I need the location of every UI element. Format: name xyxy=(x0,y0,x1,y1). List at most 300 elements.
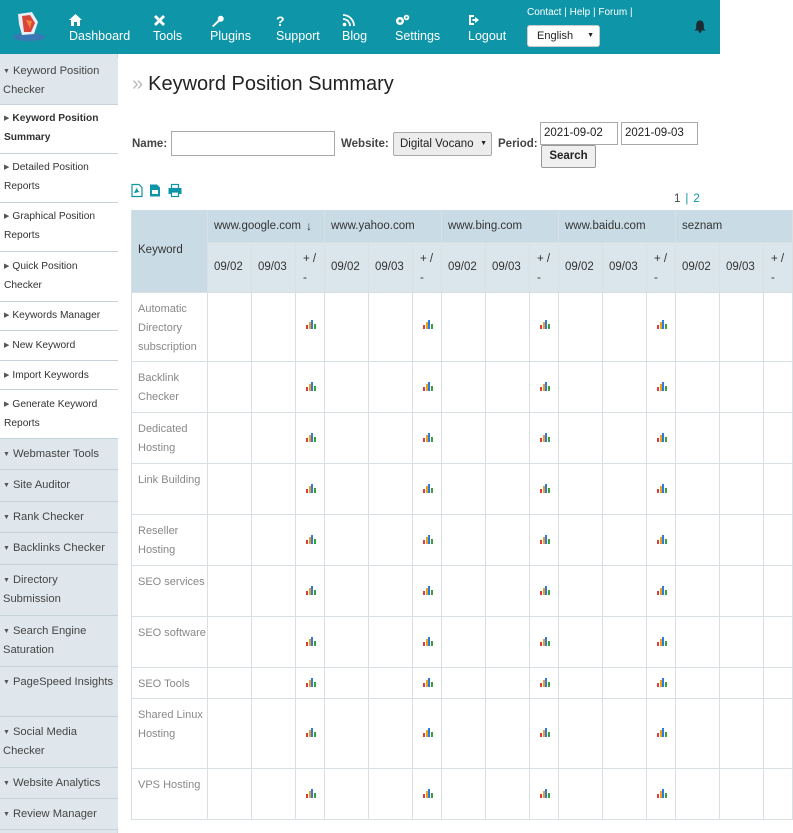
bar-chart-icon[interactable] xyxy=(423,484,433,493)
csv-icon[interactable] xyxy=(149,184,161,197)
position-cell xyxy=(603,413,647,464)
position-cell xyxy=(442,699,486,769)
position-cell xyxy=(603,699,647,769)
change-cell xyxy=(764,566,793,617)
position-cell xyxy=(486,515,530,566)
bar-chart-icon[interactable] xyxy=(540,678,550,687)
position-cell xyxy=(369,413,413,464)
change-header-label: + / - xyxy=(420,253,434,284)
change-cell xyxy=(764,293,793,362)
bar-chart-icon[interactable] xyxy=(306,320,316,329)
position-cell xyxy=(252,617,296,668)
nav-settings[interactable] xyxy=(395,14,440,43)
sidebar-item-pagespeed-insights[interactable] xyxy=(0,667,118,717)
position-cell xyxy=(369,362,413,413)
position-cell xyxy=(486,617,530,668)
position-cell xyxy=(676,515,720,566)
change-column-header[interactable] xyxy=(764,243,793,293)
sidebar-item-label: Search Engine Saturation xyxy=(3,625,87,656)
bar-chart-icon[interactable] xyxy=(423,637,433,646)
position-cell xyxy=(325,617,369,668)
engine-header[interactable] xyxy=(676,210,793,243)
sidebar-item-label: Detailed Position Reports xyxy=(4,162,89,192)
date-column-header[interactable] xyxy=(559,243,603,293)
bar-chart-icon[interactable] xyxy=(423,586,433,595)
date-column-header[interactable] xyxy=(676,243,720,293)
bar-chart-icon[interactable] xyxy=(540,586,550,595)
keyword-text: Automatic Directory subscription xyxy=(138,303,197,353)
keyword-cell xyxy=(131,699,208,769)
sidebar-item-review-manager[interactable] xyxy=(0,799,118,830)
date-header-label: 09/02 xyxy=(682,261,711,273)
logo-icon[interactable] xyxy=(10,8,48,44)
forum-link[interactable]: Forum xyxy=(598,7,628,18)
position-cell xyxy=(325,566,369,617)
sidebar-item-import-keywords[interactable] xyxy=(0,361,118,390)
top-navbar xyxy=(0,0,720,54)
position-cell xyxy=(325,769,369,820)
keyword-cell xyxy=(131,769,208,820)
double-chevron-icon: » xyxy=(132,73,144,95)
engine-header[interactable] xyxy=(442,210,559,243)
position-cell xyxy=(720,293,764,362)
bar-chart-icon[interactable] xyxy=(306,433,316,442)
date-column-header[interactable] xyxy=(486,243,530,293)
position-cell xyxy=(325,515,369,566)
change-header-label: + / - xyxy=(537,253,551,284)
keyword-cell xyxy=(131,362,208,413)
page-link[interactable]: 2 xyxy=(693,193,700,205)
bar-chart-icon[interactable] xyxy=(423,789,433,798)
engine-header[interactable] xyxy=(325,210,442,243)
keyword-text: SEO Tools xyxy=(138,678,190,690)
position-cell xyxy=(603,617,647,668)
keyword-text: SEO services xyxy=(138,576,205,588)
position-cell xyxy=(559,668,603,699)
position-cell xyxy=(325,362,369,413)
date-column-header[interactable] xyxy=(720,243,764,293)
change-header-label: + / - xyxy=(771,253,785,284)
keyword-text: Backlink Checker xyxy=(138,372,179,403)
position-cell xyxy=(676,699,720,769)
nav-dashboard[interactable] xyxy=(69,14,130,43)
bar-chart-icon[interactable] xyxy=(306,728,316,737)
position-cell xyxy=(325,668,369,699)
caret-down-icon: ▼ xyxy=(3,679,10,686)
position-cell xyxy=(559,617,603,668)
position-cell xyxy=(603,293,647,362)
keyword-text: Dedicated Hosting xyxy=(138,423,188,454)
position-cell xyxy=(486,769,530,820)
date-header-label: 09/03 xyxy=(375,261,404,273)
caret-right-icon: ▶ xyxy=(4,342,10,349)
date-header-label: 09/03 xyxy=(609,261,638,273)
position-cell xyxy=(559,515,603,566)
name-input[interactable] xyxy=(171,131,335,156)
keyword-text: VPS Hosting xyxy=(138,779,201,791)
bar-chart-icon[interactable] xyxy=(657,433,667,442)
position-cell xyxy=(208,769,252,820)
position-cell xyxy=(603,515,647,566)
caret-down-icon: ▼ xyxy=(480,140,487,147)
caret-down-icon: ▼ xyxy=(3,628,10,635)
bar-chart-icon[interactable] xyxy=(306,637,316,646)
bar-chart-icon[interactable] xyxy=(657,586,667,595)
bar-chart-icon[interactable] xyxy=(306,535,316,544)
position-cell xyxy=(442,413,486,464)
keyword-header-label: Keyword xyxy=(138,244,183,256)
website-select[interactable] xyxy=(393,132,492,156)
date-header-label: 09/03 xyxy=(492,261,521,273)
name-label: Name: xyxy=(132,138,168,150)
change-cell xyxy=(296,769,325,820)
sidebar-item-keywords-manager[interactable] xyxy=(0,302,118,331)
bar-chart-icon[interactable] xyxy=(423,433,433,442)
caret-right-icon: ▶ xyxy=(4,401,10,408)
language-select[interactable] xyxy=(527,25,600,47)
sidebar-item-social-media-checker[interactable] xyxy=(0,717,118,768)
keyword-cell xyxy=(131,413,208,464)
position-cell xyxy=(208,699,252,769)
position-cell xyxy=(559,293,603,362)
sidebar-item-label: Keywords Manager xyxy=(12,310,101,321)
change-cell xyxy=(296,293,325,362)
position-cell xyxy=(369,515,413,566)
date-column-header[interactable] xyxy=(208,243,252,293)
sidebar-item-label: Website Analytics xyxy=(12,777,101,789)
position-cell xyxy=(252,566,296,617)
bar-chart-icon[interactable] xyxy=(657,789,667,798)
sidebar-item-graphical-position-reports[interactable] xyxy=(0,203,118,252)
logout-icon xyxy=(468,14,506,28)
sidebar-item-webmaster-tools[interactable] xyxy=(0,439,118,470)
position-cell xyxy=(369,293,413,362)
change-cell xyxy=(647,617,676,668)
change-cell xyxy=(296,464,325,515)
date-column-header[interactable] xyxy=(369,243,413,293)
bar-chart-icon[interactable] xyxy=(657,320,667,329)
bar-chart-icon[interactable] xyxy=(657,535,667,544)
to-date-input[interactable]: 2021-09-03 xyxy=(621,122,698,145)
position-cell xyxy=(559,464,603,515)
caret-down-icon: ▼ xyxy=(3,811,10,818)
bar-chart-icon[interactable] xyxy=(306,789,316,798)
change-column-header[interactable] xyxy=(530,243,559,293)
wrench-icon xyxy=(210,14,251,28)
bar-chart-icon[interactable] xyxy=(657,728,667,737)
position-cell xyxy=(325,464,369,515)
sidebar-item-label: Generate Keyword Reports xyxy=(4,399,98,429)
sidebar-item-new-keyword[interactable] xyxy=(0,331,118,361)
date-header-label: 09/03 xyxy=(726,261,755,273)
page-current: 1 xyxy=(674,193,681,205)
sidebar-item-label: Review Manager xyxy=(12,808,97,820)
keyword-cell xyxy=(131,464,208,515)
keyword-cell xyxy=(131,617,208,668)
caret-down-icon: ▼ xyxy=(3,545,10,552)
bar-chart-icon[interactable] xyxy=(540,382,550,391)
nav-blog[interactable] xyxy=(342,14,367,43)
position-cell xyxy=(208,293,252,362)
sidebar-item-backlinks-checker[interactable] xyxy=(0,533,118,565)
sidebar-item-detailed-position-reports[interactable] xyxy=(0,154,118,203)
bar-chart-icon[interactable] xyxy=(657,484,667,493)
change-cell xyxy=(413,464,442,515)
position-cell xyxy=(252,699,296,769)
bar-chart-icon[interactable] xyxy=(306,382,316,391)
position-cell xyxy=(676,293,720,362)
page-title-text: Keyword Position Summary xyxy=(148,73,394,95)
position-cell xyxy=(252,464,296,515)
caret-down-icon: ▼ xyxy=(3,780,10,787)
position-cell xyxy=(208,668,252,699)
caret-down-icon: ▼ xyxy=(3,68,10,75)
change-cell xyxy=(647,515,676,566)
bar-chart-icon[interactable] xyxy=(423,678,433,687)
position-cell xyxy=(369,464,413,515)
position-cell xyxy=(252,515,296,566)
position-cell xyxy=(486,413,530,464)
keyword-cell xyxy=(131,566,208,617)
sidebar-item-keyword-position-summary[interactable] xyxy=(0,105,118,154)
nav-label: Settings xyxy=(395,29,441,43)
position-cell xyxy=(208,515,252,566)
position-cell xyxy=(369,566,413,617)
change-cell xyxy=(296,617,325,668)
change-cell xyxy=(296,515,325,566)
sidebar-item-generate-keyword-reports[interactable] xyxy=(0,390,118,439)
position-cell xyxy=(676,566,720,617)
date-header-label: 09/02 xyxy=(331,261,360,273)
print-icon[interactable] xyxy=(168,184,182,197)
language-value: English xyxy=(537,30,574,42)
change-cell xyxy=(764,464,793,515)
change-cell xyxy=(530,617,559,668)
nav-plugins[interactable] xyxy=(210,14,251,43)
date-column-header[interactable] xyxy=(442,243,486,293)
engine-name: www.yahoo.com xyxy=(331,220,415,232)
position-cell xyxy=(559,413,603,464)
caret-right-icon: ▶ xyxy=(4,115,10,122)
position-cell xyxy=(720,413,764,464)
position-cell xyxy=(369,617,413,668)
change-cell xyxy=(530,699,559,769)
position-cell xyxy=(486,464,530,515)
search-button[interactable]: Search xyxy=(541,145,596,168)
keyword-cell xyxy=(131,515,208,566)
change-cell xyxy=(413,293,442,362)
change-cell xyxy=(647,293,676,362)
bar-chart-icon[interactable] xyxy=(657,678,667,687)
change-cell xyxy=(296,668,325,699)
position-cell xyxy=(559,769,603,820)
sidebar-item-keyword-position-checker[interactable] xyxy=(0,58,118,105)
date-header-label: 09/02 xyxy=(565,261,594,273)
position-cell xyxy=(208,362,252,413)
position-cell xyxy=(442,293,486,362)
period-label: Period: xyxy=(498,138,538,150)
position-cell xyxy=(208,413,252,464)
sidebar-item-website-analytics[interactable] xyxy=(0,768,118,799)
position-cell xyxy=(369,769,413,820)
change-cell xyxy=(764,413,793,464)
position-cell xyxy=(676,668,720,699)
top-links: Contact | Help | Forum | xyxy=(527,7,633,18)
date-header-label: 09/02 xyxy=(448,261,477,273)
change-cell xyxy=(530,769,559,820)
change-cell xyxy=(764,515,793,566)
position-cell xyxy=(603,362,647,413)
position-cell xyxy=(325,293,369,362)
position-cell xyxy=(325,699,369,769)
change-column-header[interactable] xyxy=(296,243,325,293)
change-cell xyxy=(764,668,793,699)
engine-name: www.bing.com xyxy=(448,220,523,232)
bar-chart-icon[interactable] xyxy=(306,484,316,493)
change-cell xyxy=(530,515,559,566)
engine-name: www.baidu.com xyxy=(565,220,646,232)
caret-down-icon: ▼ xyxy=(3,482,10,489)
change-cell xyxy=(413,515,442,566)
position-cell xyxy=(559,566,603,617)
change-cell xyxy=(413,668,442,699)
position-cell xyxy=(325,413,369,464)
change-cell xyxy=(530,413,559,464)
position-cell xyxy=(676,769,720,820)
change-cell xyxy=(647,413,676,464)
contact-link[interactable]: Contact xyxy=(527,7,562,18)
change-column-header[interactable] xyxy=(647,243,676,293)
bar-chart-icon[interactable] xyxy=(306,586,316,595)
position-cell xyxy=(720,566,764,617)
position-cell xyxy=(720,362,764,413)
engine-header[interactable] xyxy=(208,210,325,243)
sidebar-item-label: Keyword Position Checker xyxy=(3,65,100,96)
bar-chart-icon[interactable] xyxy=(540,484,550,493)
date-column-header[interactable] xyxy=(325,243,369,293)
website-value: Digital Vocano xyxy=(400,138,474,150)
engine-header[interactable] xyxy=(559,210,676,243)
sidebar-item-rank-checker[interactable] xyxy=(0,502,118,533)
sidebar-item-label: Site Auditor xyxy=(12,479,71,491)
position-cell xyxy=(486,362,530,413)
bar-chart-icon[interactable] xyxy=(540,728,550,737)
keyword-cell xyxy=(131,293,208,362)
date-column-header[interactable] xyxy=(603,243,647,293)
caret-right-icon: ▶ xyxy=(4,263,10,270)
from-date-input[interactable]: 2021-09-02 xyxy=(540,122,618,145)
position-cell xyxy=(442,362,486,413)
position-cell xyxy=(720,515,764,566)
sidebar-item-label: Webmaster Tools xyxy=(12,448,99,460)
sidebar-item-search-engine-saturation[interactable] xyxy=(0,616,118,667)
caret-down-icon: ▼ xyxy=(587,32,594,39)
gears-icon xyxy=(395,14,440,28)
change-cell xyxy=(764,362,793,413)
change-cell xyxy=(413,362,442,413)
nav-label: Dashboard xyxy=(69,29,131,43)
position-cell xyxy=(442,515,486,566)
change-cell xyxy=(647,769,676,820)
bell-icon[interactable] xyxy=(694,20,706,33)
change-cell xyxy=(764,617,793,668)
change-cell xyxy=(413,699,442,769)
position-cell xyxy=(442,617,486,668)
position-cell xyxy=(603,769,647,820)
sidebar-item-label: Social Media Checker xyxy=(3,726,77,757)
nav-label: Blog xyxy=(342,29,368,43)
sidebar-item-site-auditor[interactable] xyxy=(0,470,118,502)
position-cell xyxy=(252,413,296,464)
bar-chart-icon[interactable] xyxy=(657,637,667,646)
bar-chart-icon[interactable] xyxy=(540,320,550,329)
nav-tools[interactable] xyxy=(153,14,182,43)
sidebar-item-label: Rank Checker xyxy=(12,511,84,523)
tools-icon xyxy=(153,14,182,28)
bar-chart-icon[interactable] xyxy=(540,433,550,442)
caret-right-icon: ▶ xyxy=(4,372,10,379)
change-cell xyxy=(530,293,559,362)
change-cell xyxy=(647,699,676,769)
position-cell xyxy=(486,699,530,769)
position-cell xyxy=(676,617,720,668)
change-cell xyxy=(296,413,325,464)
change-cell xyxy=(413,617,442,668)
change-cell xyxy=(296,699,325,769)
sidebar-item-quick-position-checker[interactable] xyxy=(0,252,118,302)
nav-label: Support xyxy=(276,29,320,43)
nav-support[interactable] xyxy=(276,14,320,43)
engine-name: seznam xyxy=(682,220,723,232)
caret-right-icon: ▶ xyxy=(4,213,10,220)
bar-chart-icon[interactable] xyxy=(423,382,433,391)
position-cell xyxy=(208,617,252,668)
bar-chart-icon[interactable] xyxy=(423,728,433,737)
change-column-header[interactable] xyxy=(413,243,442,293)
question-icon: ? xyxy=(276,13,285,29)
bar-chart-icon[interactable] xyxy=(306,678,316,687)
position-cell xyxy=(442,668,486,699)
change-cell xyxy=(530,566,559,617)
bar-chart-icon[interactable] xyxy=(423,320,433,329)
date-column-header[interactable] xyxy=(252,243,296,293)
position-cell xyxy=(559,699,603,769)
position-cell xyxy=(252,293,296,362)
position-cell xyxy=(676,362,720,413)
page-title xyxy=(132,73,394,96)
pdf-icon[interactable] xyxy=(131,184,143,197)
sidebar-item-label: Graphical Position Reports xyxy=(4,211,96,241)
change-cell xyxy=(530,668,559,699)
bar-chart-icon[interactable] xyxy=(657,382,667,391)
change-cell xyxy=(764,699,793,769)
sidebar-item-label: Quick Position Checker xyxy=(4,261,78,291)
keyword-column-header[interactable] xyxy=(131,210,208,293)
bar-chart-icon[interactable] xyxy=(540,535,550,544)
bar-chart-icon[interactable] xyxy=(423,535,433,544)
bar-chart-icon[interactable] xyxy=(540,789,550,798)
position-cell xyxy=(442,769,486,820)
sidebar-item-directory-submission[interactable] xyxy=(0,565,118,616)
help-link[interactable]: Help xyxy=(569,7,591,18)
date-header-label: 09/03 xyxy=(258,261,287,273)
sidebar-item-label: PageSpeed Insights xyxy=(12,676,114,688)
nav-logout[interactable] xyxy=(468,14,506,43)
website-label: Website: xyxy=(341,138,389,150)
position-cell xyxy=(442,464,486,515)
caret-down-icon: ▼ xyxy=(3,514,10,521)
bar-chart-icon[interactable] xyxy=(540,637,550,646)
